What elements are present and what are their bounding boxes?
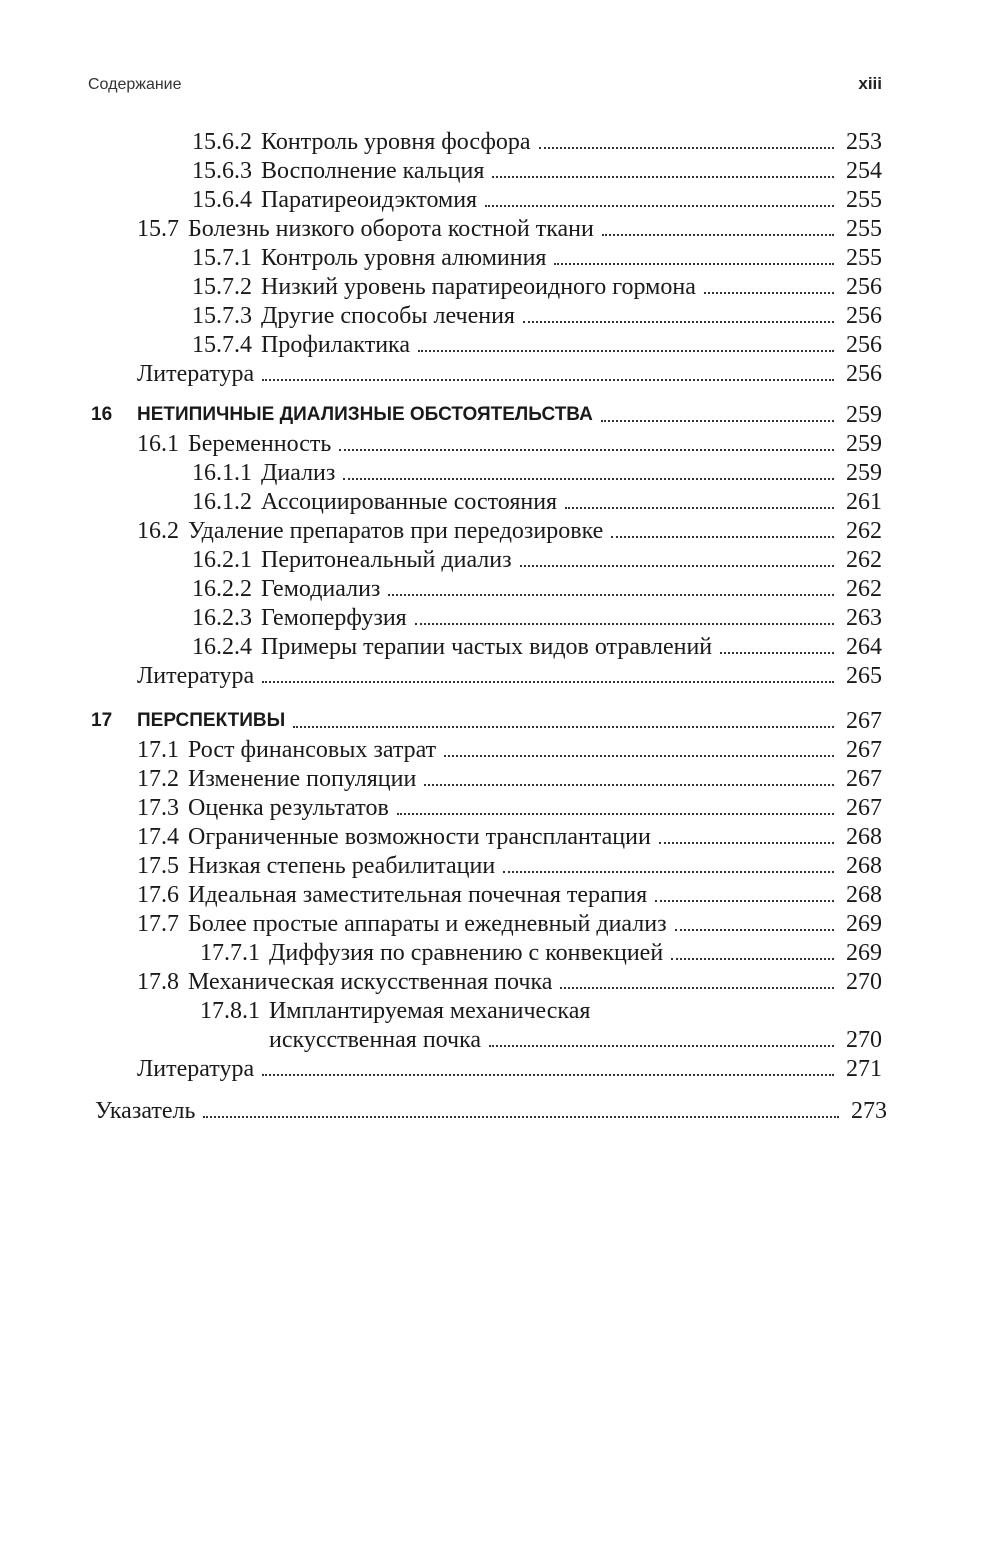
leader-dots: [611, 536, 834, 538]
toc-entry-15-7-2[interactable]: [192, 273, 882, 301]
toc-entry-page: 256: [846, 274, 882, 300]
toc-entry-page: 267: [846, 708, 882, 734]
toc-entry-15-7-1[interactable]: [192, 244, 882, 272]
leader-dots: [503, 871, 834, 873]
toc-entry-page: 263: [846, 605, 882, 631]
toc-entry-title: Болезнь низкого оборота костной ткани: [188, 216, 594, 242]
page-number: xiii: [858, 74, 882, 93]
toc-entry-number: 15.6.2: [192, 129, 252, 155]
toc-entry-16-2-3[interactable]: [192, 604, 882, 632]
toc-entry-references-15[interactable]: [137, 360, 882, 388]
toc-entry-title: Идеальная заместительная почечная терапия: [188, 882, 648, 908]
toc-entry-title: Изменение популяции: [188, 766, 417, 792]
leader-dots: [602, 234, 834, 236]
chapter-title: НЕТИПИЧНЫЕ ДИАЛИЗНЫЕ ОБСТОЯТЕЛЬСТВА: [137, 404, 593, 425]
toc-entry-page: 256: [846, 361, 882, 387]
toc-entry-title: Примеры терапии частых видов отравлений: [261, 634, 713, 660]
toc-entry-page: 267: [846, 795, 882, 821]
toc-entry-title: Более простые аппараты и ежедневный диализ: [188, 911, 667, 937]
toc-entry-number: 15.7.1: [192, 245, 252, 271]
toc-entry-title: Другие способы лечения: [261, 303, 515, 329]
leader-dots: [675, 929, 834, 931]
toc-entry-number: 17.2: [137, 766, 179, 792]
toc-entry-number: 17.8: [137, 969, 179, 995]
toc-entry-page: 255: [846, 245, 882, 271]
toc-entry-title: Контроль уровня алюминия: [261, 245, 547, 271]
toc-entry-references-16[interactable]: [137, 662, 882, 690]
toc-entry-page: 270: [846, 1027, 882, 1053]
toc-entry-15-7-4[interactable]: [192, 331, 882, 359]
toc-entry-title: Низкий уровень паратиреоидного гормона: [261, 274, 696, 300]
toc-entry-16-1[interactable]: [137, 430, 882, 458]
chapter-title: ПЕРСПЕКТИВЫ: [137, 710, 286, 731]
toc-entry-17-5[interactable]: [137, 852, 882, 880]
toc-entry-page: 262: [846, 547, 882, 573]
toc-entry-title: Контроль уровня фосфора: [261, 129, 531, 155]
toc-entry-title: Литература: [137, 361, 255, 387]
leader-dots: [424, 784, 834, 786]
leader-dots: [720, 652, 834, 654]
toc-entry-page: 269: [846, 940, 882, 966]
toc-entry-title: Имплантируемая механическая: [269, 998, 591, 1024]
toc-entry-title: Диализ: [261, 460, 336, 486]
toc-entry-17-7[interactable]: [137, 910, 882, 938]
toc-entry-number: 16.1: [137, 431, 179, 457]
toc-entry-title: Гемодиализ: [261, 576, 381, 602]
leader-dots: [560, 987, 834, 989]
toc-entry-page: 253: [846, 129, 882, 155]
leader-dots: [671, 958, 834, 960]
toc-entry-number: 15.7.2: [192, 274, 252, 300]
toc-entry-page: 270: [846, 969, 882, 995]
toc-entry-number: 17.3: [137, 795, 179, 821]
toc-entry-page: 271: [846, 1056, 882, 1082]
toc-entry-page: 269: [846, 911, 882, 937]
leader-dots: [339, 449, 834, 451]
chapter-number: 16: [91, 404, 113, 425]
toc-entry-page: 259: [846, 402, 882, 428]
leader-dots: [520, 565, 834, 567]
toc-entry-page: 262: [846, 576, 882, 602]
leader-dots: [539, 147, 834, 149]
toc-entry-title: Литература: [137, 1056, 255, 1082]
toc-entry-17-1[interactable]: [137, 736, 882, 764]
toc-entry-16-2[interactable]: [137, 517, 882, 545]
toc-entry-17-4[interactable]: [137, 823, 882, 851]
toc-entry-17-2[interactable]: [137, 765, 882, 793]
running-title: Содержание: [88, 76, 182, 93]
toc-entry-17-7-1[interactable]: [200, 939, 882, 967]
toc-entry-page: 268: [846, 882, 882, 908]
toc-entry-number: 16.2.4: [192, 634, 252, 660]
toc-chapter-16[interactable]: [91, 401, 882, 429]
leader-dots: [415, 623, 834, 625]
toc-entry-number: 15.7.4: [192, 332, 252, 358]
toc-entry-title: Ограниченные возможности трансплантации: [188, 824, 651, 850]
leader-dots: [554, 263, 834, 265]
toc-entry-number: 16.1.1: [192, 460, 252, 486]
leader-dots: [565, 507, 834, 509]
toc-entry-page: 256: [846, 332, 882, 358]
leader-dots: [388, 594, 834, 596]
toc-entry-page: 254: [846, 158, 882, 184]
toc-entry-17-8[interactable]: [137, 968, 882, 996]
leader-dots: [262, 1074, 834, 1076]
toc-entry-title: Беременность: [188, 431, 332, 457]
toc-entry-number: 16.1.2: [192, 489, 252, 515]
toc-entry-17-6[interactable]: [137, 881, 882, 909]
toc-entry-number: 15.6.3: [192, 158, 252, 184]
toc-entry-number: 17.7: [137, 911, 179, 937]
toc-entry-16-2-2[interactable]: [192, 575, 882, 603]
leader-dots: [262, 379, 834, 381]
toc-entry-title: искусственная почка: [269, 1027, 482, 1053]
toc-entry-number: 15.7.3: [192, 303, 252, 329]
toc-entry-16-1-2[interactable]: [192, 488, 882, 516]
toc-entry-title: Гемоперфузия: [261, 605, 407, 631]
leader-dots: [418, 350, 834, 352]
toc-entry-17-3[interactable]: [137, 794, 882, 822]
toc-entry-title: Восполнение кальция: [261, 158, 485, 184]
toc-entry-title: Паратиреоидэктомия: [261, 187, 478, 213]
toc-entry-title: Диффузия по сравнению с конвекцией: [269, 940, 664, 966]
toc-entry-number: 17.8.1: [200, 998, 260, 1024]
leader-dots: [485, 205, 834, 207]
toc-entry-title: Перитонеальный диализ: [261, 547, 512, 573]
toc-entry-title: Удаление препаратов при передозировке: [188, 518, 604, 544]
toc-entry-page: 267: [846, 737, 882, 763]
toc-entry-page: 273: [851, 1098, 887, 1124]
toc-entry-title: Ассоциированные состояния: [261, 489, 558, 515]
leader-dots: [397, 813, 834, 815]
leader-dots: [293, 726, 834, 728]
toc-entry-page: 268: [846, 853, 882, 879]
toc-entry-number: 16.2: [137, 518, 179, 544]
toc-entry-number: 17.6: [137, 882, 179, 908]
toc-entry-number: 16.2.2: [192, 576, 252, 602]
toc-entry-15-6-3[interactable]: [192, 157, 882, 185]
toc-entry-page: 267: [846, 766, 882, 792]
toc-entry-page: 264: [846, 634, 882, 660]
toc-entry-16-2-1[interactable]: [192, 546, 882, 574]
toc-entry-15-7-3[interactable]: [192, 302, 882, 330]
leader-dots: [523, 321, 834, 323]
toc-entry-title: Литература: [137, 663, 255, 689]
leader-dots: [489, 1045, 834, 1047]
toc-entry-17-8-1[interactable]: [200, 997, 882, 1025]
toc-entry-references-17[interactable]: [137, 1055, 882, 1083]
toc-entry-number: 17.4: [137, 824, 179, 850]
toc-entry-17-8-1-continued[interactable]: [269, 1026, 882, 1054]
toc-entry-page: 261: [846, 489, 882, 515]
toc-entry-page: 265: [846, 663, 882, 689]
toc-entry-title: Указатель: [95, 1098, 196, 1124]
toc-entry-page: 259: [846, 431, 882, 457]
toc-entry-15-6-2[interactable]: [192, 128, 882, 156]
toc-entry-number: 17.1: [137, 737, 179, 763]
toc-entry-page: 256: [846, 303, 882, 329]
toc-entry-title: Механическая искусственная почка: [188, 969, 553, 995]
leader-dots: [659, 842, 834, 844]
chapter-number: 17: [91, 710, 113, 731]
toc-entry-title: Рост финансовых затрат: [188, 737, 437, 763]
toc-entry-index[interactable]: [95, 1097, 887, 1125]
toc-chapter-17[interactable]: [91, 707, 882, 735]
toc-entry-page: 255: [846, 187, 882, 213]
leader-dots: [444, 755, 834, 757]
leader-dots: [601, 420, 834, 422]
toc-entry-number: 15.6.4: [192, 187, 252, 213]
toc-entry-page: 268: [846, 824, 882, 850]
toc-entry-15-7[interactable]: [137, 215, 882, 243]
toc-entry-title: Низкая степень реабилитации: [188, 853, 496, 879]
leader-dots: [704, 292, 834, 294]
toc-entry-16-2-4[interactable]: [192, 633, 882, 661]
toc-entry-15-6-4[interactable]: [192, 186, 882, 214]
toc-entry-number: 16.2.1: [192, 547, 252, 573]
toc-entry-number: 16.2.3: [192, 605, 252, 631]
toc-entry-page: 255: [846, 216, 882, 242]
leader-dots: [203, 1116, 839, 1118]
toc-entry-page: 259: [846, 460, 882, 486]
toc-entry-number: 17.7.1: [200, 940, 260, 966]
toc-entry-title: Профилактика: [261, 332, 410, 358]
toc-entry-page: 262: [846, 518, 882, 544]
leader-dots: [655, 900, 834, 902]
leader-dots: [343, 478, 834, 480]
toc-entry-title: Оценка результатов: [188, 795, 389, 821]
leader-dots: [492, 176, 834, 178]
toc-entry-number: 17.5: [137, 853, 179, 879]
toc-entry-16-1-1[interactable]: [192, 459, 882, 487]
leader-dots: [262, 681, 834, 683]
toc-entry-number: 15.7: [137, 216, 179, 242]
